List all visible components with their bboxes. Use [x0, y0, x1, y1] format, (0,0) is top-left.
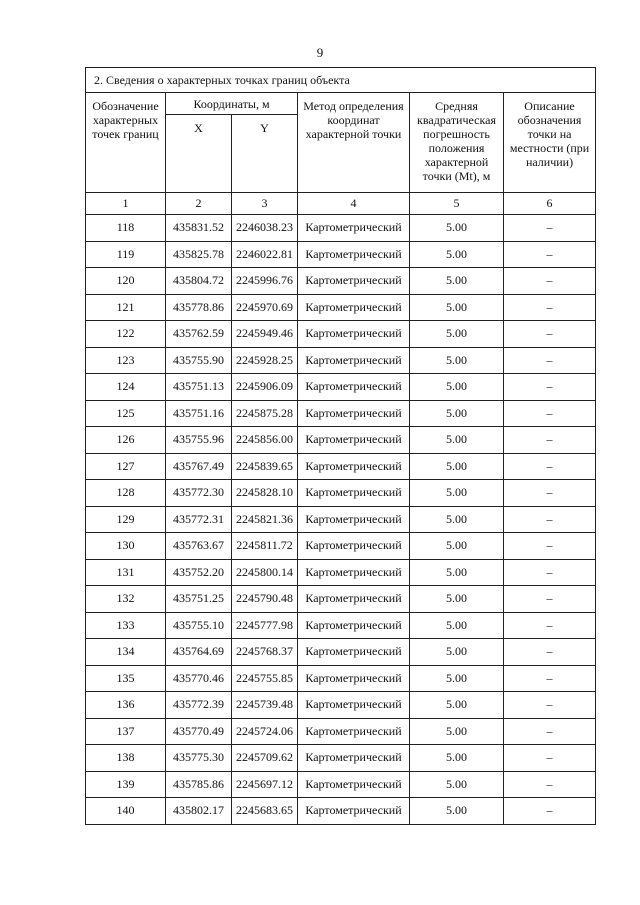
table-row: [86, 427, 596, 454]
point-id-cell: 126: [86, 427, 166, 454]
header-method: Метод определения координат характерной точки: [298, 93, 410, 193]
error-cell: 5.00: [410, 639, 504, 666]
column-number: 2: [166, 193, 232, 215]
method-cell: Картометрический: [298, 639, 410, 666]
y-coordinate-cell: 2245949.46: [232, 321, 298, 348]
error-cell: 5.00: [410, 586, 504, 613]
x-coordinate-cell: 435751.25: [166, 586, 232, 613]
point-id-cell: 130: [86, 533, 166, 560]
method-cell: Картометрический: [298, 480, 410, 507]
method-cell: Картометрический: [298, 798, 410, 825]
table-row: [86, 268, 596, 295]
point-id-cell: 133: [86, 612, 166, 639]
error-cell: 5.00: [410, 718, 504, 745]
header-row: [86, 93, 596, 115]
y-coordinate-cell: 2245970.69: [232, 294, 298, 321]
error-cell: 5.00: [410, 612, 504, 639]
point-id-cell: 119: [86, 241, 166, 268]
section-title-row: [86, 68, 596, 93]
point-id-cell: 138: [86, 745, 166, 772]
y-coordinate-cell: 2245697.12: [232, 771, 298, 798]
point-id-cell: 120: [86, 268, 166, 295]
point-id-cell: 132: [86, 586, 166, 613]
table-row: [86, 639, 596, 666]
column-number: 3: [232, 193, 298, 215]
point-id-cell: 131: [86, 559, 166, 586]
x-coordinate-cell: 435772.39: [166, 692, 232, 719]
y-coordinate-cell: 2245800.14: [232, 559, 298, 586]
error-cell: 5.00: [410, 745, 504, 772]
table-row: [86, 321, 596, 348]
x-coordinate-cell: 435785.86: [166, 771, 232, 798]
description-cell: –: [504, 612, 596, 639]
description-cell: –: [504, 559, 596, 586]
method-cell: Картометрический: [298, 453, 410, 480]
description-cell: –: [504, 718, 596, 745]
y-coordinate-cell: 2245821.36: [232, 506, 298, 533]
table-row: [86, 745, 596, 772]
table-row: [86, 692, 596, 719]
method-cell: Картометрический: [298, 268, 410, 295]
x-coordinate-cell: 435763.67: [166, 533, 232, 560]
error-cell: 5.00: [410, 215, 504, 242]
x-coordinate-cell: 435772.30: [166, 480, 232, 507]
method-cell: Картометрический: [298, 533, 410, 560]
x-coordinate-cell: 435778.86: [166, 294, 232, 321]
table-row: [86, 533, 596, 560]
table-row: [86, 215, 596, 242]
y-coordinate-cell: 2245839.65: [232, 453, 298, 480]
description-cell: –: [504, 533, 596, 560]
y-coordinate-cell: 2245739.48: [232, 692, 298, 719]
x-coordinate-cell: 435825.78: [166, 241, 232, 268]
description-cell: –: [504, 692, 596, 719]
header-x: X: [166, 115, 232, 193]
error-cell: 5.00: [410, 506, 504, 533]
page-number: 9: [316, 45, 324, 60]
x-coordinate-cell: 435804.72: [166, 268, 232, 295]
error-cell: 5.00: [410, 771, 504, 798]
table-row: [86, 506, 596, 533]
x-coordinate-cell: 435755.96: [166, 427, 232, 454]
table-row: [86, 241, 596, 268]
x-coordinate-cell: 435752.20: [166, 559, 232, 586]
error-cell: 5.00: [410, 798, 504, 825]
x-coordinate-cell: 435802.17: [166, 798, 232, 825]
x-coordinate-cell: 435764.69: [166, 639, 232, 666]
column-number: 1: [86, 193, 166, 215]
point-id-cell: 139: [86, 771, 166, 798]
x-coordinate-cell: 435770.46: [166, 665, 232, 692]
error-cell: 5.00: [410, 241, 504, 268]
y-coordinate-cell: 2245828.10: [232, 480, 298, 507]
table-row: [86, 718, 596, 745]
point-id-cell: 128: [86, 480, 166, 507]
point-id-cell: 127: [86, 453, 166, 480]
x-coordinate-cell: 435831.52: [166, 215, 232, 242]
x-coordinate-cell: 435751.16: [166, 400, 232, 427]
method-cell: Картометрический: [298, 215, 410, 242]
method-cell: Картометрический: [298, 321, 410, 348]
point-id-cell: 129: [86, 506, 166, 533]
point-id-cell: 123: [86, 347, 166, 374]
y-coordinate-cell: 2245790.48: [232, 586, 298, 613]
y-coordinate-cell: 2245928.25: [232, 347, 298, 374]
description-cell: –: [504, 665, 596, 692]
x-coordinate-cell: 435755.90: [166, 347, 232, 374]
x-coordinate-cell: 435775.30: [166, 745, 232, 772]
y-coordinate-cell: 2245755.85: [232, 665, 298, 692]
method-cell: Картометрический: [298, 347, 410, 374]
header-coordinates: Координаты, м: [166, 93, 298, 115]
y-coordinate-cell: 2245996.76: [232, 268, 298, 295]
method-cell: Картометрический: [298, 400, 410, 427]
x-coordinate-cell: 435762.59: [166, 321, 232, 348]
table-row: [86, 665, 596, 692]
method-cell: Картометрический: [298, 374, 410, 401]
error-cell: 5.00: [410, 268, 504, 295]
method-cell: Картометрический: [298, 718, 410, 745]
error-cell: 5.00: [410, 347, 504, 374]
y-coordinate-cell: 2246038.23: [232, 215, 298, 242]
point-id-cell: 135: [86, 665, 166, 692]
point-id-cell: 140: [86, 798, 166, 825]
error-cell: 5.00: [410, 427, 504, 454]
x-coordinate-cell: 435755.10: [166, 612, 232, 639]
point-id-cell: 124: [86, 374, 166, 401]
method-cell: Картометрический: [298, 586, 410, 613]
point-id-cell: 122: [86, 321, 166, 348]
header-designation: Обозначение характерных точек границ: [86, 93, 166, 193]
error-cell: 5.00: [410, 480, 504, 507]
y-coordinate-cell: 2245777.98: [232, 612, 298, 639]
y-coordinate-cell: 2245768.37: [232, 639, 298, 666]
y-coordinate-cell: 2246022.81: [232, 241, 298, 268]
table-row: [86, 374, 596, 401]
point-id-cell: 118: [86, 215, 166, 242]
table-row: [86, 771, 596, 798]
header-error: Средняя квадратическая погрешность положения характерной точки (Mt), м: [410, 93, 504, 193]
method-cell: Картометрический: [298, 506, 410, 533]
point-id-cell: 125: [86, 400, 166, 427]
error-cell: 5.00: [410, 294, 504, 321]
y-coordinate-cell: 2245875.28: [232, 400, 298, 427]
y-coordinate-cell: 2245724.06: [232, 718, 298, 745]
y-coordinate-cell: 2245856.00: [232, 427, 298, 454]
error-cell: 5.00: [410, 400, 504, 427]
description-cell: –: [504, 241, 596, 268]
y-coordinate-cell: 2245906.09: [232, 374, 298, 401]
description-cell: –: [504, 374, 596, 401]
error-cell: 5.00: [410, 453, 504, 480]
description-cell: –: [504, 480, 596, 507]
x-coordinate-cell: 435751.13: [166, 374, 232, 401]
x-coordinate-cell: 435767.49: [166, 453, 232, 480]
table-row: [86, 294, 596, 321]
column-number: 4: [298, 193, 410, 215]
boundary-points-table: [85, 67, 596, 825]
y-coordinate-cell: 2245683.65: [232, 798, 298, 825]
method-cell: Картометрический: [298, 294, 410, 321]
table-row: [86, 586, 596, 613]
header-y: Y: [232, 115, 298, 193]
description-cell: –: [504, 215, 596, 242]
y-coordinate-cell: 2245709.62: [232, 745, 298, 772]
method-cell: Картометрический: [298, 665, 410, 692]
column-number: 5: [410, 193, 504, 215]
column-number-row: [86, 193, 596, 215]
error-cell: 5.00: [410, 321, 504, 348]
point-id-cell: 134: [86, 639, 166, 666]
error-cell: 5.00: [410, 665, 504, 692]
point-id-cell: 136: [86, 692, 166, 719]
table-row: [86, 453, 596, 480]
column-number: 6: [504, 193, 596, 215]
method-cell: Картометрический: [298, 612, 410, 639]
header-description: Описание обозначения точки на местности (при наличии): [504, 93, 596, 193]
method-cell: Картометрический: [298, 745, 410, 772]
description-cell: –: [504, 586, 596, 613]
point-id-cell: 121: [86, 294, 166, 321]
point-id-cell: 137: [86, 718, 166, 745]
y-coordinate-cell: 2245811.72: [232, 533, 298, 560]
method-cell: Картометрический: [298, 559, 410, 586]
method-cell: Картометрический: [298, 771, 410, 798]
description-cell: –: [504, 798, 596, 825]
error-cell: 5.00: [410, 374, 504, 401]
description-cell: –: [504, 506, 596, 533]
table-row: [86, 612, 596, 639]
description-cell: –: [504, 639, 596, 666]
error-cell: 5.00: [410, 559, 504, 586]
x-coordinate-cell: 435770.49: [166, 718, 232, 745]
error-cell: 5.00: [410, 692, 504, 719]
method-cell: Картометрический: [298, 692, 410, 719]
description-cell: –: [504, 321, 596, 348]
table-row: [86, 480, 596, 507]
table-row: [86, 400, 596, 427]
error-cell: 5.00: [410, 533, 504, 560]
description-cell: –: [504, 453, 596, 480]
method-cell: Картометрический: [298, 427, 410, 454]
section-title: 2. Сведения о характерных точках границ объекта: [86, 68, 596, 93]
description-cell: –: [504, 294, 596, 321]
description-cell: –: [504, 745, 596, 772]
table-row: [86, 347, 596, 374]
description-cell: –: [504, 268, 596, 295]
table-row: [86, 798, 596, 825]
description-cell: –: [504, 347, 596, 374]
description-cell: –: [504, 427, 596, 454]
method-cell: Картометрический: [298, 241, 410, 268]
description-cell: –: [504, 771, 596, 798]
description-cell: –: [504, 400, 596, 427]
table-row: [86, 559, 596, 586]
x-coordinate-cell: 435772.31: [166, 506, 232, 533]
